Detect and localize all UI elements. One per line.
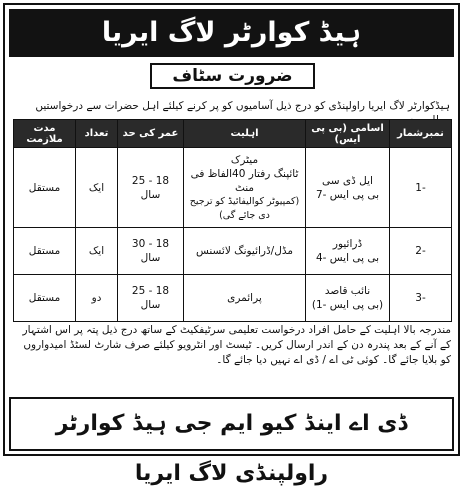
qualification-line: مڈل/ڈرائیونگ لائسنس [196,245,293,257]
vacancies-table [13,119,452,322]
post-name: ایل ڈی سی [322,174,373,187]
row-serial: -1 [390,148,452,228]
row-count: ایک [76,148,118,228]
row-post [306,275,390,322]
row-age: 18 - 25 سال [118,148,184,228]
row-tenure: مستقل [14,148,76,228]
col-header-qualification: اہلیت [184,120,306,148]
col-header-serial: نمبرشمار [390,120,452,148]
col-header-count: تعداد [76,120,118,148]
staff-required-heading: ضرورت سٹاف [150,63,315,89]
col-header-tenure: مدت ملازمت [14,120,76,148]
post-grade: بی پی ایس -7 [315,188,380,201]
post-name: نائب قاصد [324,285,371,297]
row-qualification [184,275,306,322]
table-row [14,148,452,228]
row-post [306,148,390,228]
post-name: ڈرائیور [332,238,363,250]
row-age: 18 - 30 سال [118,228,184,275]
row-serial: -2 [390,228,452,275]
row-qualification [184,148,306,228]
post-grade: (بی پی ایس -1) [311,299,384,311]
address-banner: ڈی اے اینڈ کیو ایم جی ہیڈ کوارٹر راولپنڈی لاگ ایریا [9,397,454,451]
row-count: ایک [76,228,118,275]
advertisement-page [3,3,460,486]
col-header-age: عمر کی حد [118,120,184,148]
row-age: 18 - 25 سال [118,275,184,322]
table-header-row [14,120,452,148]
qualification-line: (کمپیوٹر کوالیفائیڈ کو ترجیح دی جائے گی) [189,195,300,221]
application-instructions: مندرجہ بالا اہلیت کے حامل افراد درخواست تعلیمی سرٹیفکیٹ کے ساتھ درج ذیل پتہ پر اس اشتہار کے آنے کے بعد پندرہ دن کے اندر ارسال کریں۔ ٹیسٹ اور انٹرویو کیلئے صرف شارٹ لسٹڈ امیدواروں کو بلایا جائے گا۔ کوئی ٹی اے / ڈی اے نہیں دیا جائے گا۔ [22,324,451,366]
row-serial: -3 [390,275,452,322]
row-tenure: مستقل [14,228,76,275]
col-header-post: اسامی (بی پی ایس) [306,120,390,148]
row-post [306,228,390,275]
intro-text: ہیڈکوارٹر لاگ ایریا راولپنڈی کو درج ذیل آسامیوں کو پر کرنے کیلئے اہل حضرات سے درخواستیں [35,100,450,112]
row-count: دو [76,275,118,322]
table-row [14,228,452,275]
qualification-line: ٹائپنگ رفتار 40الفاظ فی منٹ [190,167,299,194]
header-banner: ہیڈ کوارٹر لاگ ایریا [9,9,454,57]
qualification-line: پرائمری [227,292,262,304]
row-qualification [184,228,306,275]
post-grade: بی پی ایس -4 [315,252,380,264]
row-tenure: مستقل [14,275,76,322]
qualification-line: میٹرک [230,153,259,166]
table-row [14,275,452,322]
